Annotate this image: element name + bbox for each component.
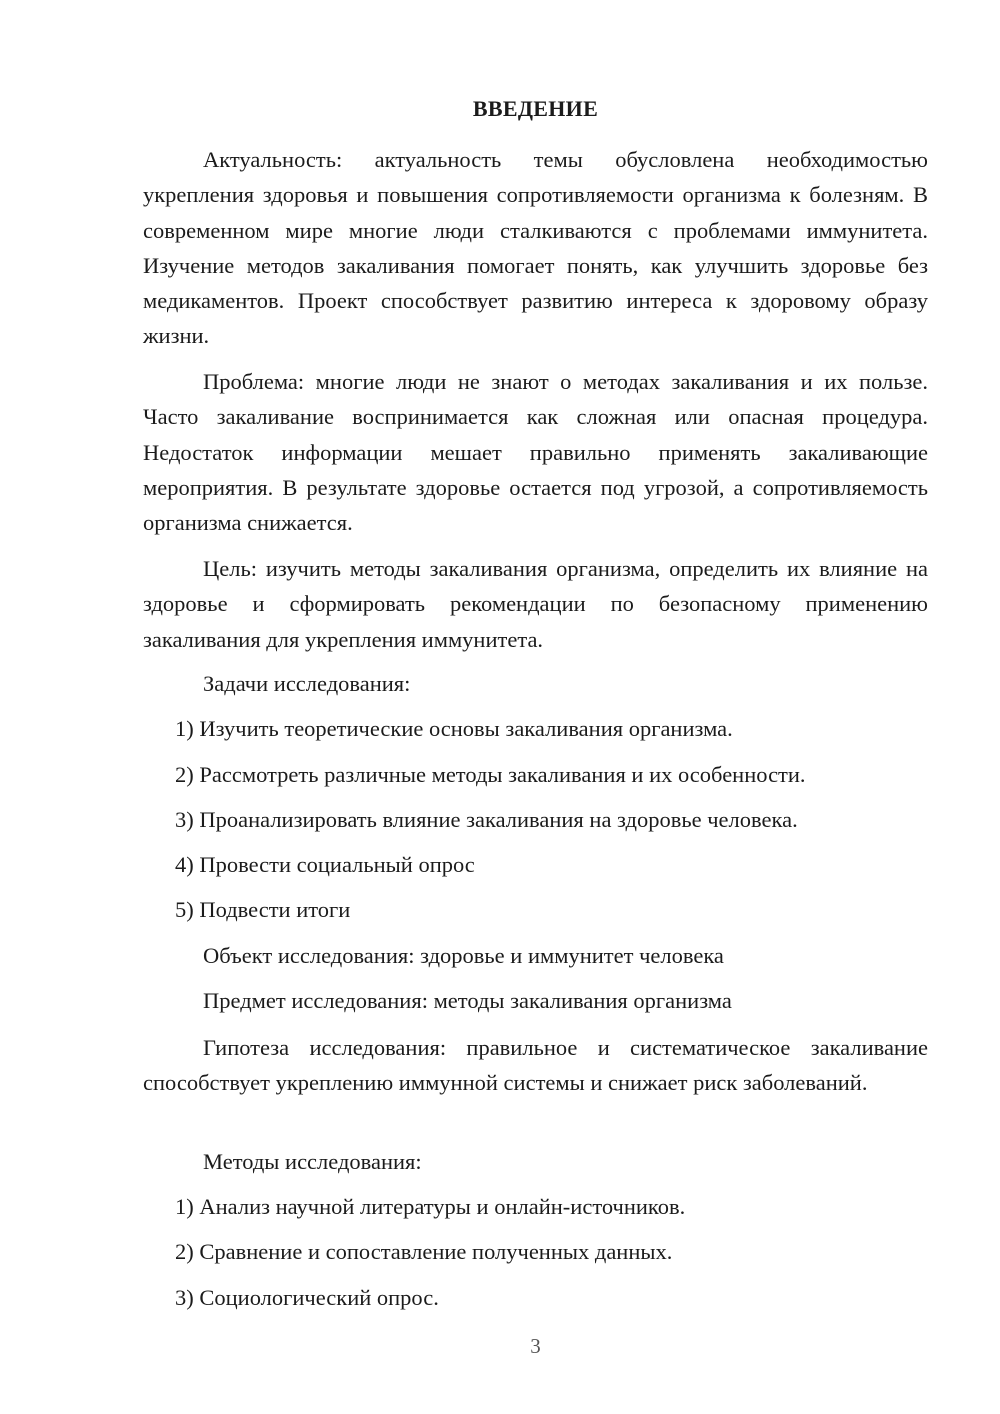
task-item-3: 3) Проанализировать влияние закаливания на здоровье человека. — [175, 807, 798, 832]
problem-paragraph: Проблема: многие люди не знают о методах закаливания и их пользе. Часто закаливание воспринимается как сложная или опасная процедура. Недостаток информации мешает правильно применять закаливающие мероприятия. В результате здоровье остается под угрозой, а сопротивляемость организма снижается. — [143, 369, 928, 536]
page-number: 3 — [530, 1334, 541, 1358]
page-title: ВВЕДЕНИЕ — [472, 96, 599, 121]
task-item-5: 5) Подвести итоги — [175, 897, 351, 922]
goal-paragraph: Цель: изучить методы закаливания организма, определить их влияние на здоровье и сформировать рекомендации по безопасному применению закаливания для укрепления иммунитета. — [143, 556, 928, 652]
tasks-heading: Задачи исследования: — [203, 671, 411, 696]
object-line: Объект исследования: здоровье и иммунитет человека — [203, 943, 724, 968]
task-item-4: 4) Провести социальный опрос — [175, 852, 475, 877]
subject-line: Предмет исследования: методы закаливания организма — [203, 988, 732, 1013]
method-item-1: 1) Анализ научной литературы и онлайн-источников. — [175, 1194, 686, 1219]
method-item-2: 2) Сравнение и сопоставление полученных данных. — [175, 1239, 673, 1264]
task-item-1: 1) Изучить теоретические основы закаливания организма. — [175, 716, 733, 741]
hypothesis-paragraph: Гипотеза исследования: правильное и систематическое закаливание способствует укреплению иммунной системы и снижает риск заболеваний. — [143, 1035, 928, 1096]
relevance-paragraph: Актуальность: актуальность темы обусловлена необходимостью укрепления здоровья и повышения сопротивляемости организма к болезням. В современном мире многие люди сталкиваются с проблемами иммунитета. Изучение методов закаливания помогает понять, как улучшить здоровье без медикаментов. Проект способствует развитию интереса к здоровому образу жизни. — [143, 147, 928, 349]
methods-heading: Методы исследования: — [203, 1149, 422, 1174]
document-page — [143, 0, 928, 1414]
method-item-3: 3) Социологический опрос. — [175, 1285, 439, 1310]
task-item-2: 2) Рассмотреть различные методы закаливания и их особенности. — [175, 762, 806, 787]
